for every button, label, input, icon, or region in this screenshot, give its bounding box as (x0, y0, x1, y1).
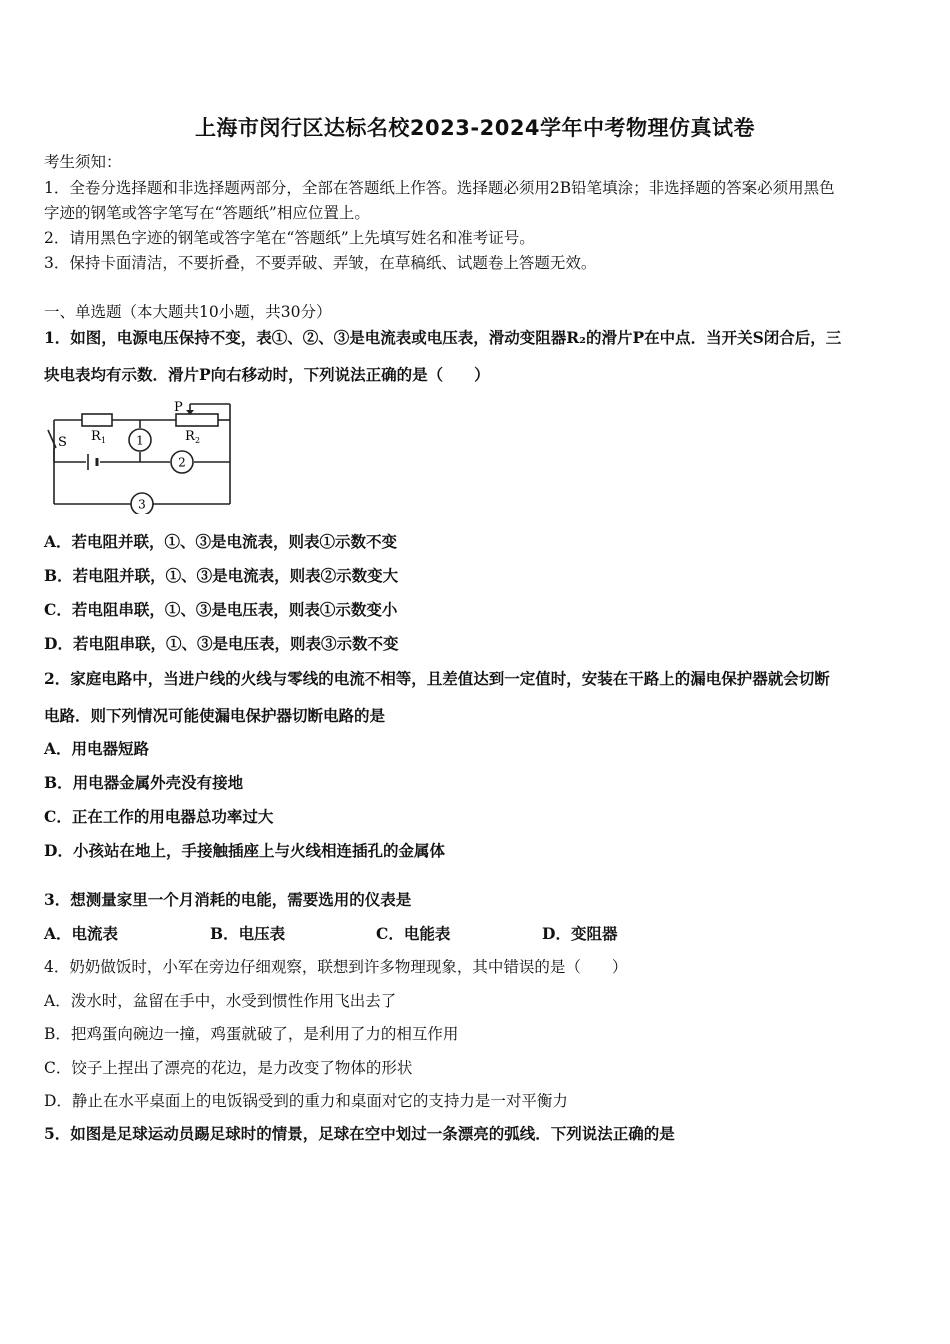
notice-item: 1．全卷分选择题和非选择题两部分，全部在答题纸上作答。选择题必须用2B铅笔填涂；非选择题的答案必须用黑色 (44, 179, 835, 197)
notice-item: 2．请用黑色字迹的钢笔或答字笔在“答题纸”上先填写姓名和准考证号。 (44, 229, 535, 247)
label-r1: R (91, 429, 101, 444)
q2-option-b: B．用电器金属外壳没有接地 (44, 773, 244, 792)
q4-option-c: C．饺子上捏出了漂亮的花边，是力改变了物体的形状 (44, 1059, 413, 1077)
notice-item: 字迹的钢笔或答字笔写在“答题纸”相应位置上。 (44, 204, 370, 222)
q4-option-b: B．把鸡蛋向碗边一撞，鸡蛋就破了，是利用了力的相互作用 (44, 1025, 459, 1043)
q1-option-d: D．若电阻串联，①、③是电压表，则表③示数不变 (44, 634, 399, 653)
label-r1-sub: 1 (101, 436, 107, 445)
q4-option-a: A．泼水时，盆留在手中，水受到惯性作用飞出去了 (44, 992, 397, 1010)
label-s: S (58, 435, 67, 450)
q3-option-a: A．电流表 (44, 924, 119, 943)
notice-item: 3．保持卡面清洁，不要折叠，不要弄破、弄皱，在草稿纸、试题卷上答题无效。 (44, 254, 597, 272)
meter-3-label: 3 (138, 497, 146, 512)
q2-option-a: A．用电器短路 (44, 739, 150, 758)
q3-option-c: C．电能表 (376, 924, 451, 943)
page-title: 上海市闵行区达标名校2023-2024学年中考物理仿真试卷 (194, 116, 756, 140)
q2-option-c: C．正在工作的用电器总功率过大 (44, 807, 274, 826)
label-r2: R (185, 429, 195, 444)
question-2-stem: 2．家庭电路中，当进户线的火线与零线的电流不相等，且差值达到一定值时，安装在干路上的漏电保护器就会切断 (44, 669, 830, 688)
question-4-stem: 4．奶奶做饭时，小军在旁边仔细观察，联想到许多物理现象，其中错误的是（ ） (44, 958, 628, 976)
notice-heading: 考生须知： (44, 153, 122, 171)
section-heading: 一、单选题（本大题共10小题，共30分） (44, 303, 332, 321)
resistor-r1 (82, 414, 112, 426)
q2-option-d: D．小孩站在地上，手接触插座上与火线相连插孔的金属体 (44, 841, 445, 860)
q1-option-c: C．若电阻串联，①、③是电压表，则表①示数变小 (44, 600, 398, 619)
q3-option-b: B．电压表 (210, 924, 286, 943)
meter-2-label: 2 (178, 455, 186, 470)
question-5-stem: 5．如图是足球运动员踢足球时的情景，足球在空中划过一条漂亮的弧线．下列说法正确的是 (44, 1124, 675, 1143)
label-r2-sub: 2 (195, 436, 201, 445)
question-2-stem-cont: 电路．则下列情况可能使漏电保护器切断电路的是 (44, 706, 386, 725)
label-p: P (174, 400, 183, 415)
question-1-stem-cont: 块电表均有示数．滑片P向右移动时，下列说法正确的是（ ） (44, 365, 490, 384)
q1-option-a: A．若电阻并联，①、③是电流表，则表①示数不变 (44, 532, 398, 551)
resistor-r2 (176, 414, 218, 426)
q3-option-d: D．变阻器 (542, 924, 618, 943)
circuit-diagram (44, 398, 236, 514)
q1-option-b: B．若电阻并联，①、③是电流表，则表②示数变大 (44, 566, 399, 585)
question-1-stem: 1．如图，电源电压保持不变，表①、②、③是电流表或电压表，滑动变阻器R₂的滑片P在中点．当开关S闭合后，三 (44, 328, 842, 347)
q4-option-d: D．静止在水平桌面上的电饭锅受到的重力和桌面对它的支持力是一对平衡力 (44, 1092, 568, 1110)
question-3-stem: 3．想测量家里一个月消耗的电能，需要选用的仪表是 (44, 890, 412, 909)
meter-1-label: 1 (136, 433, 144, 448)
